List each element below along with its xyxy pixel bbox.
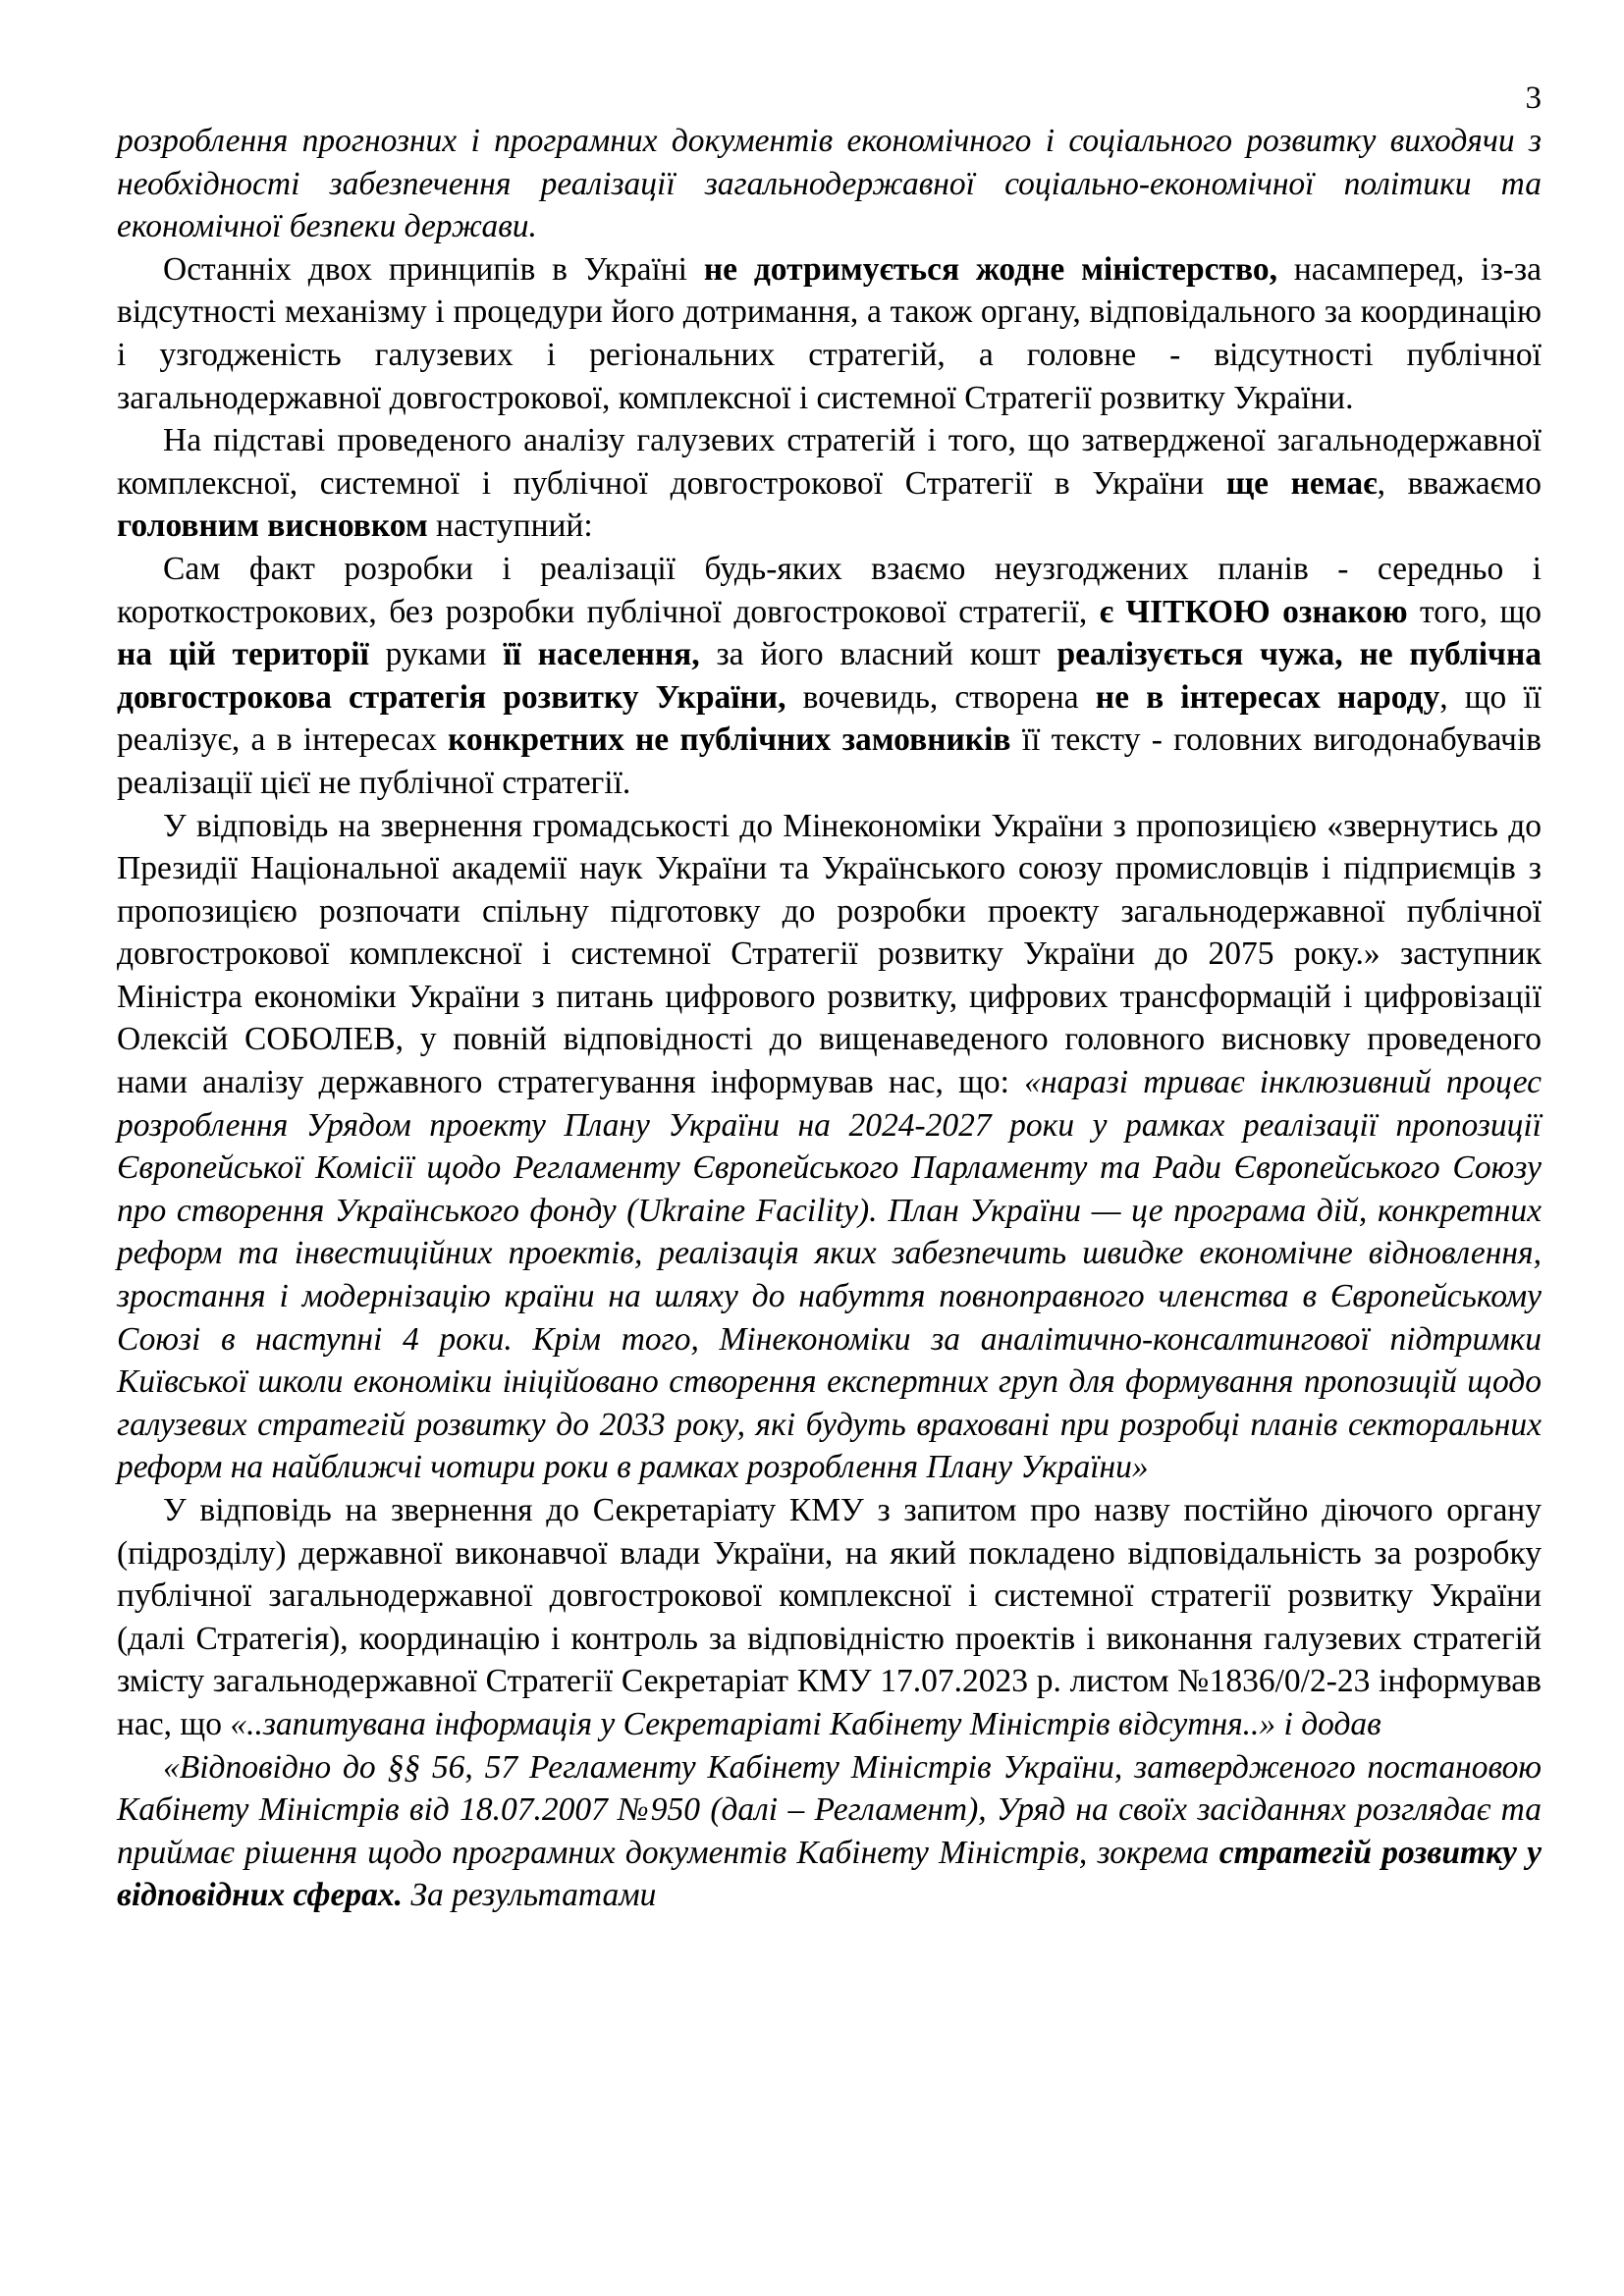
text-run-normal: , вважаємо (1377, 464, 1543, 502)
text-run-bold-italic: стратегій розвитку у відповідних сферах. (117, 1834, 1542, 1914)
paragraph (117, 248, 1542, 419)
text-run-normal: насамперед, із-за відсутності механізму і процедури його дотримання, а також органу, відповідального за координацію і узгодженість галузевих і регіональних стратегій, а головне - відсутності публічної загальнодержавної довгострокової, комплексної і системної Стратегії розвитку України. (117, 250, 1542, 416)
text-run-normal: На підставі проведеного аналізу галузевих стратегій і того, що затвердженої загальнодержавної комплексної, системної і публічної довгострокової Стратегії в України (117, 422, 1542, 502)
text-run-italic: За результатами (403, 1877, 657, 1914)
text-run-bold: її населення, (503, 636, 700, 673)
text-run-italic: розроблення прогнозних і програмних документів економічного і соціального розвитку виходячи з необхідності забезпечення реалізації загальнодержавної соціально-економічної політики та економічної безпеки держави. (117, 123, 1542, 245)
page-header (117, 77, 1542, 120)
text-run-bold: не в інтересах народу (1095, 678, 1440, 716)
document-content (117, 120, 1542, 1917)
text-run-bold: головним висновком (117, 507, 428, 545)
text-run-bold: ще немає (1225, 464, 1378, 502)
text-run-normal: У відповідь на звернення до Секретаріату КМУ з запитом про назву постійно діючого органу (підрозділу) державної виконавчої влади України, на який покладено відповідальність за розробку публічної загальнодержавної довгострокової комплексної і системної стратегії розвитку України (далі Стратегія), координацію і контроль за відповідністю проектів і виконання галузевих стратегій змісту загальнодержавної Стратегії Секретаріат КМУ 17.07.2023 р. листом №1836/0/2-23 інформував нас, що (117, 1492, 1542, 1742)
text-run-normal: У відповідь на звернення громадськості до Мінекономіки України з пропозицією «звернутись до Президії Національної академії наук України та Українського союзу промисловців і підприємців з пропозицією розпочати спільну підготовку до розробки проекту загальнодержавної публічної довгострокової комплексної і системної Стратегії розвитку України до 2075 року.» заступник Міністра економіки України з питань цифрового розвитку, цифрових трансформацій і цифровізації Олексій СОБОЛЕВ, у повній відповідності до вищенаведеного головного висновку проведеного нами аналізу державного стратегування інформував нас, що: (117, 807, 1542, 1101)
text-run-bold: на цій території (117, 636, 369, 673)
text-run-italic: «..запитувана інформація у Секретаріаті Кабінету Міністрів відсутня..» і додав (230, 1705, 1381, 1742)
paragraph (117, 1489, 1542, 1746)
text-run-normal: за його власний кошт (699, 636, 1057, 673)
paragraph (117, 120, 1542, 248)
text-run-normal: її тексту - головних вигодонабувачів реалізації цієї не публічної стратегії. (117, 721, 1542, 801)
text-run-normal: руками (368, 636, 504, 673)
text-run-italic: «наразі триває інклюзивний процес розроблення Урядом проекту Плану України на 2024-2027 роки у рамках реалізації пропозиції Європейської Комісії щодо Регламенту Європейського Парламенту та Ради Європейського Союзу про створення Українського фонду (Ukraine Facility). План України — це програма дій, конкретних реформ та інвестиційних проектів, реалізація яких забезпечить швидке економічне відновлення, зростання і модернізацію країни на шляху до набуття повноправного членства в Європейському Союзі в наступні 4 роки. Крім того, Мінекономіки за аналітично-консалтингової підтримки Київської школи економіки ініційовано створення експертних груп для формування пропозицій щодо галузевих стратегій розвитку до 2033 року, які будуть враховані при розробці планів секторальних реформ на найближчі чотири роки в рамках розроблення Плану України» (117, 1064, 1542, 1486)
text-run-bold: є ЧІТКОЮ ознакою (1099, 593, 1408, 630)
text-run-bold: не дотримується жодне міністерство, (703, 250, 1277, 288)
text-run-italic: «Відповідно до §§ 56, 57 Регламенту Кабінету Міністрів України, затвердженого постановою Кабінету Міністрів від 18.07.2007 №950 (далі – Регламент), Уряд на своїх засіданнях розглядає та приймає рішення щодо програмних документів Кабінету Міністрів, зокрема (117, 1748, 1542, 1871)
text-run-normal: вочевидь, створена (785, 678, 1096, 716)
paragraph (117, 419, 1542, 548)
text-run-normal: наступний: (427, 507, 593, 545)
text-run-normal: Сам факт розробки і реалізації будь-яких взаємо неузгоджених планів - середньо і короткострокових, без розробки публічної довгострокової стратегії, (117, 550, 1542, 630)
paragraph (117, 805, 1542, 1490)
text-run-normal: Останніх двох принципів в Україні (163, 250, 704, 288)
text-run-normal: того, що (1407, 593, 1542, 630)
text-run-bold: реалізується чужа, не публічна довгострокова стратегія розвитку України, (117, 636, 1543, 716)
text-run-normal: , що її реалізує, а в інтересах (117, 678, 1542, 759)
paragraph (117, 548, 1542, 805)
paragraph (117, 1746, 1542, 1917)
text-run-bold: конкретних не публічних замовників (448, 721, 1011, 759)
page-number: 3 (1525, 80, 1542, 116)
